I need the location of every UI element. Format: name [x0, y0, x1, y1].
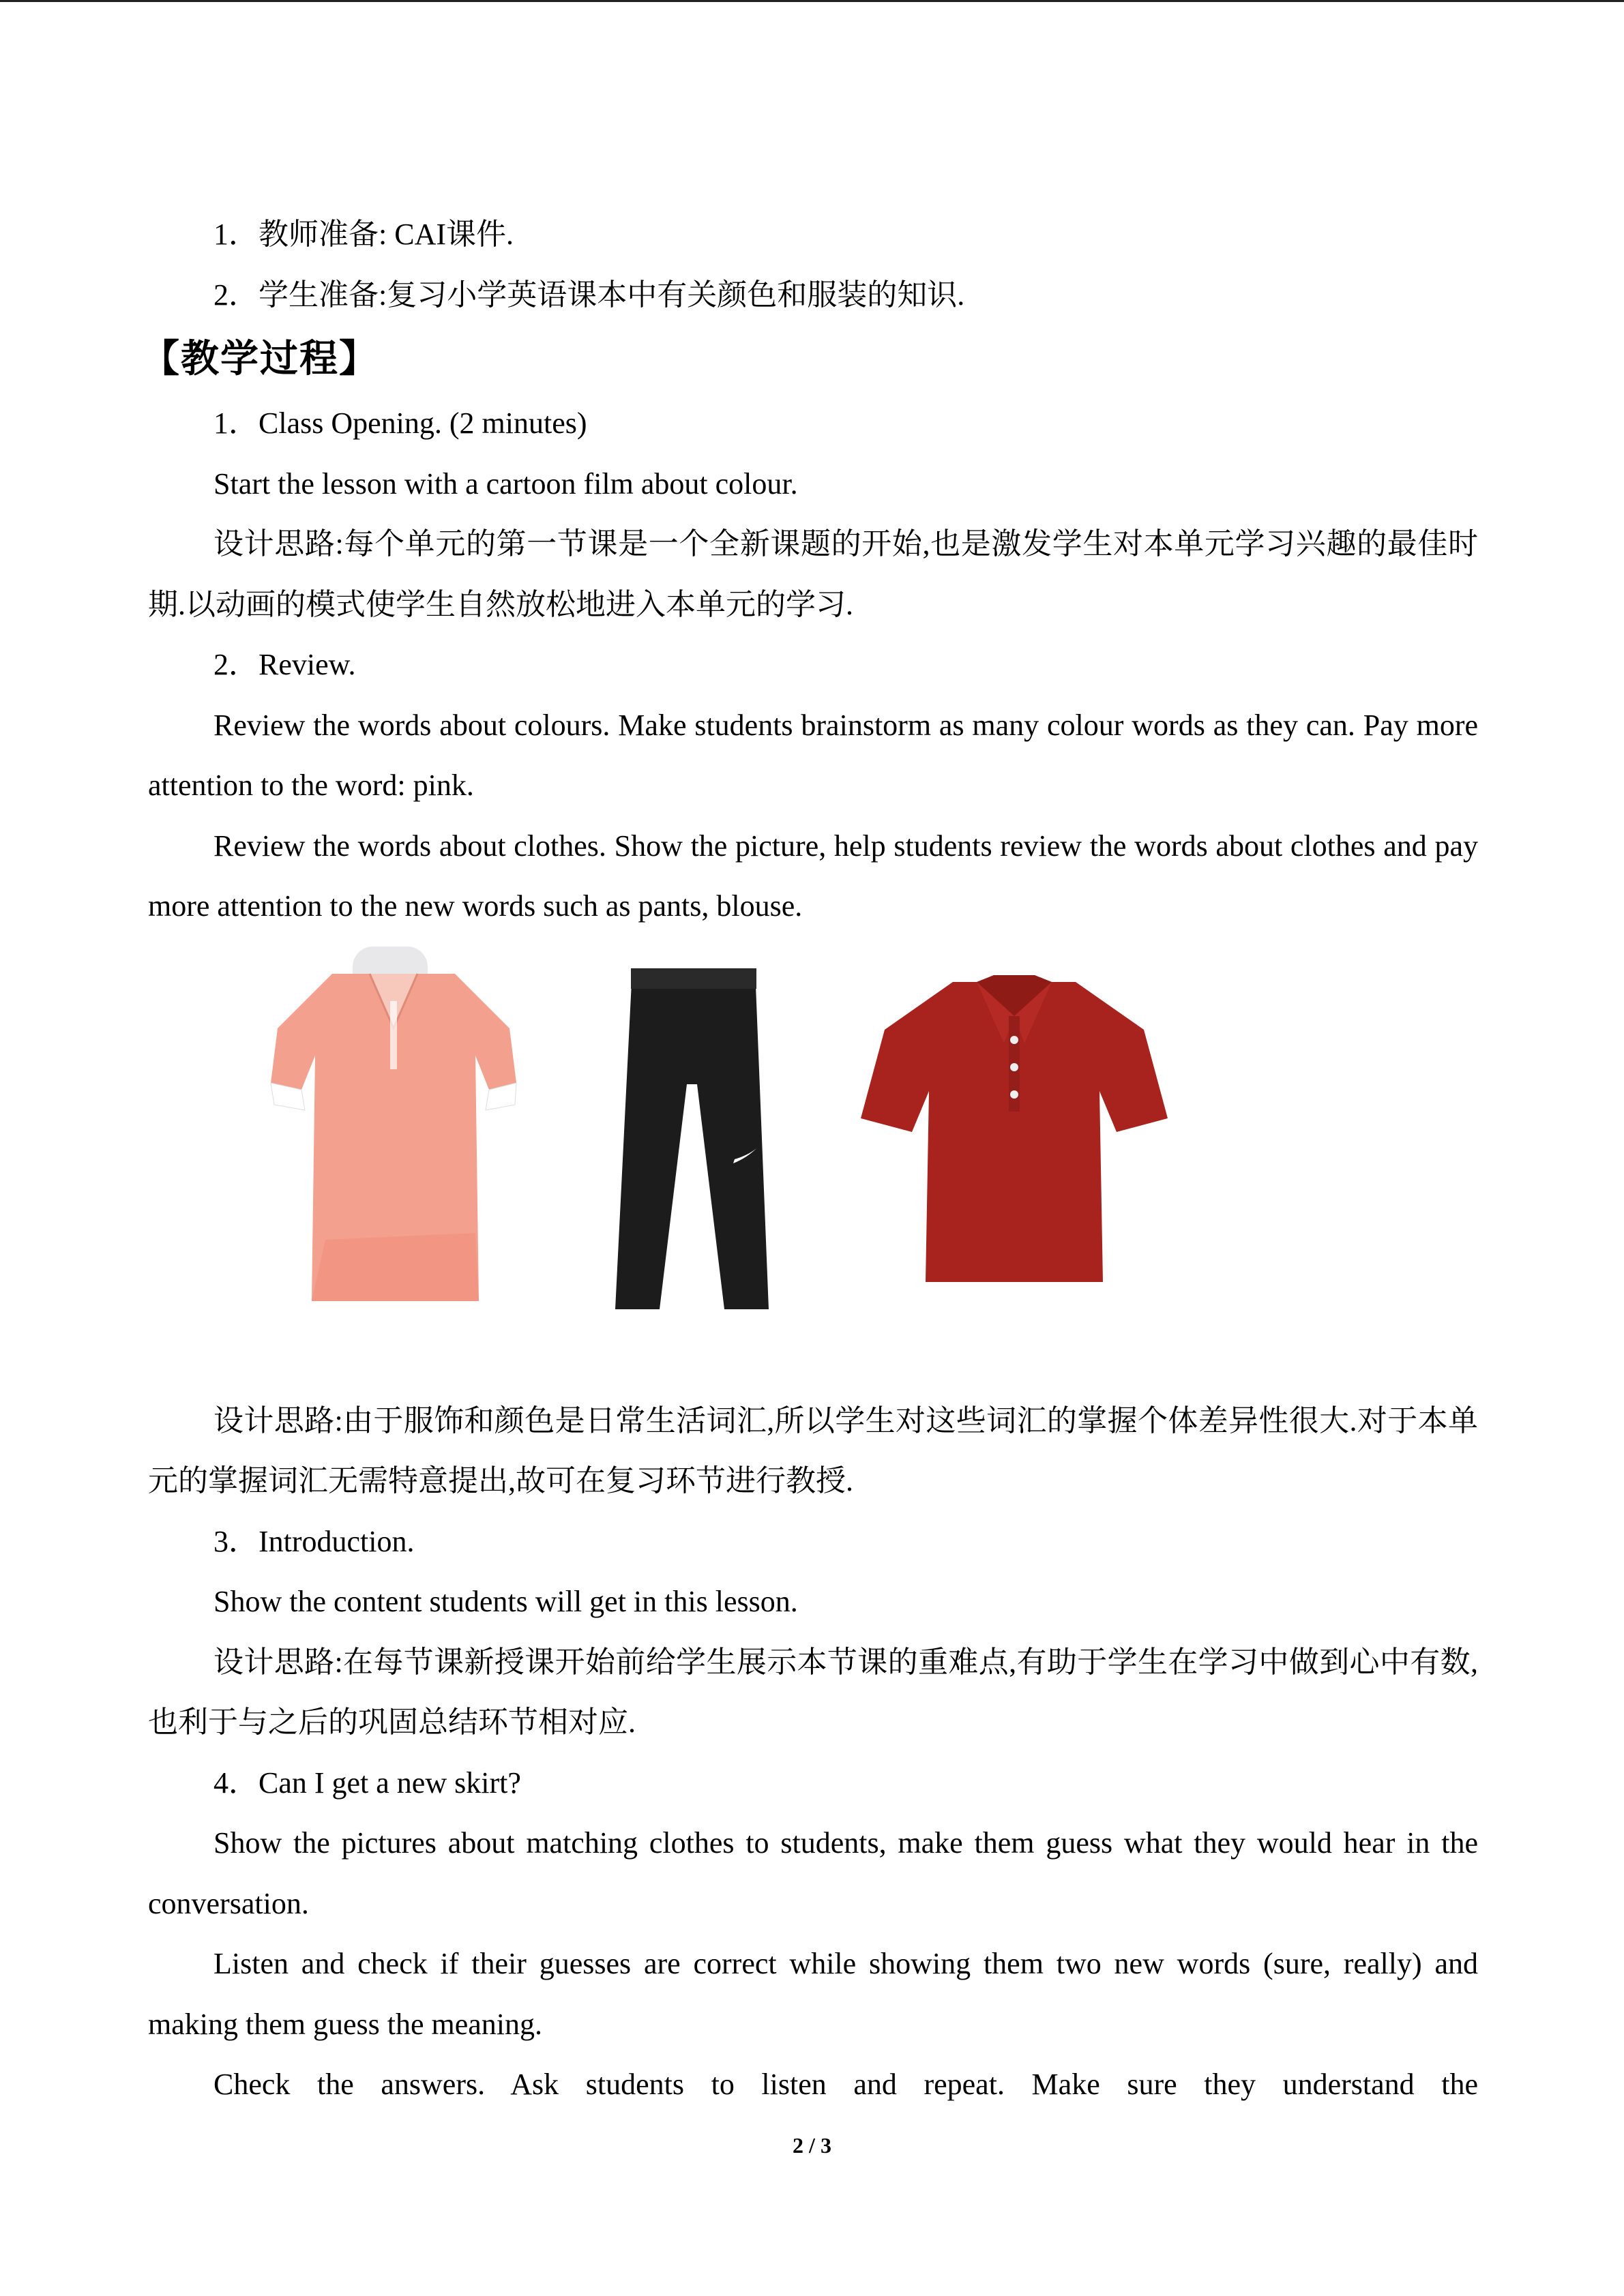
prep-item-student: 2．学生准备:复习小学英语课本中有关颜色和服装的知识.: [213, 278, 965, 312]
step-3-text: Show the content students will get in this lesson.: [213, 1585, 798, 1618]
blouse-image: [250, 946, 537, 1315]
step-2-design-note: 设计思路:由于服饰和颜色是日常生活词汇,所以学生对这些词汇的掌握个体差异性很大.对于本单元的掌握词汇无需特意提出,故可在复习环节进行教授.: [148, 1403, 1478, 1497]
step-4-text-3: Check the answers. Ask students to listen and repeat. Make sure they understand the: [213, 2068, 1478, 2101]
step-4-heading: 4．Can I get a new skirt?: [213, 1765, 521, 1800]
polo-shirt-image: [857, 968, 1171, 1289]
page-number: 2 / 3: [793, 2133, 831, 2158]
step-3-heading: 3．Introduction.: [213, 1524, 415, 1558]
step-1-design-note: 设计思路:每个单元的第一节课是一个全新课题的开始,也是激发学生对本单元学习兴趣的最佳时期.以动画的模式使学生自然放松地进入本单元的学习.: [148, 527, 1478, 621]
step-3-design-note: 设计思路:在每节课新授课开始前给学生展示本节课的重难点,有助于学生在学习中做到心中有数,也利于与之后的巩固总结环节相对应.: [148, 1645, 1478, 1739]
step-2-clothes-text: Review the words about clothes. Show the picture, help students review the words about clothes and pay more attention to the new words such as pants, blouse.: [148, 829, 1478, 923]
page-top-border: [0, 0, 1624, 2]
step-4-text-2: Listen and check if their guesses are correct while showing them two new words (sure, really) and making them guess the meaning.: [148, 1947, 1478, 2041]
step-1-text: Start the lesson with a cartoon film about colour.: [213, 466, 798, 501]
prep-item-teacher: 1．教师准备: CAI课件.: [213, 218, 514, 251]
step-4-text-1: Show the pictures about matching clothes to students, make them guess what they would hear in the conversation.: [148, 1826, 1478, 1920]
pants-image: [605, 968, 782, 1316]
section-title: 【教学过程】: [141, 337, 379, 381]
step-2-heading: 2．Review.: [213, 648, 356, 681]
clothes-figures: [148, 941, 1478, 1391]
document-body: [141, 205, 1478, 2115]
step-2-colours-text: Review the words about colours. Make students brainstorm as many colour words as they can. Pay more attention to the word: pink.: [148, 708, 1478, 802]
step-1-heading: 1．Class Opening. (2 minutes): [213, 406, 587, 440]
